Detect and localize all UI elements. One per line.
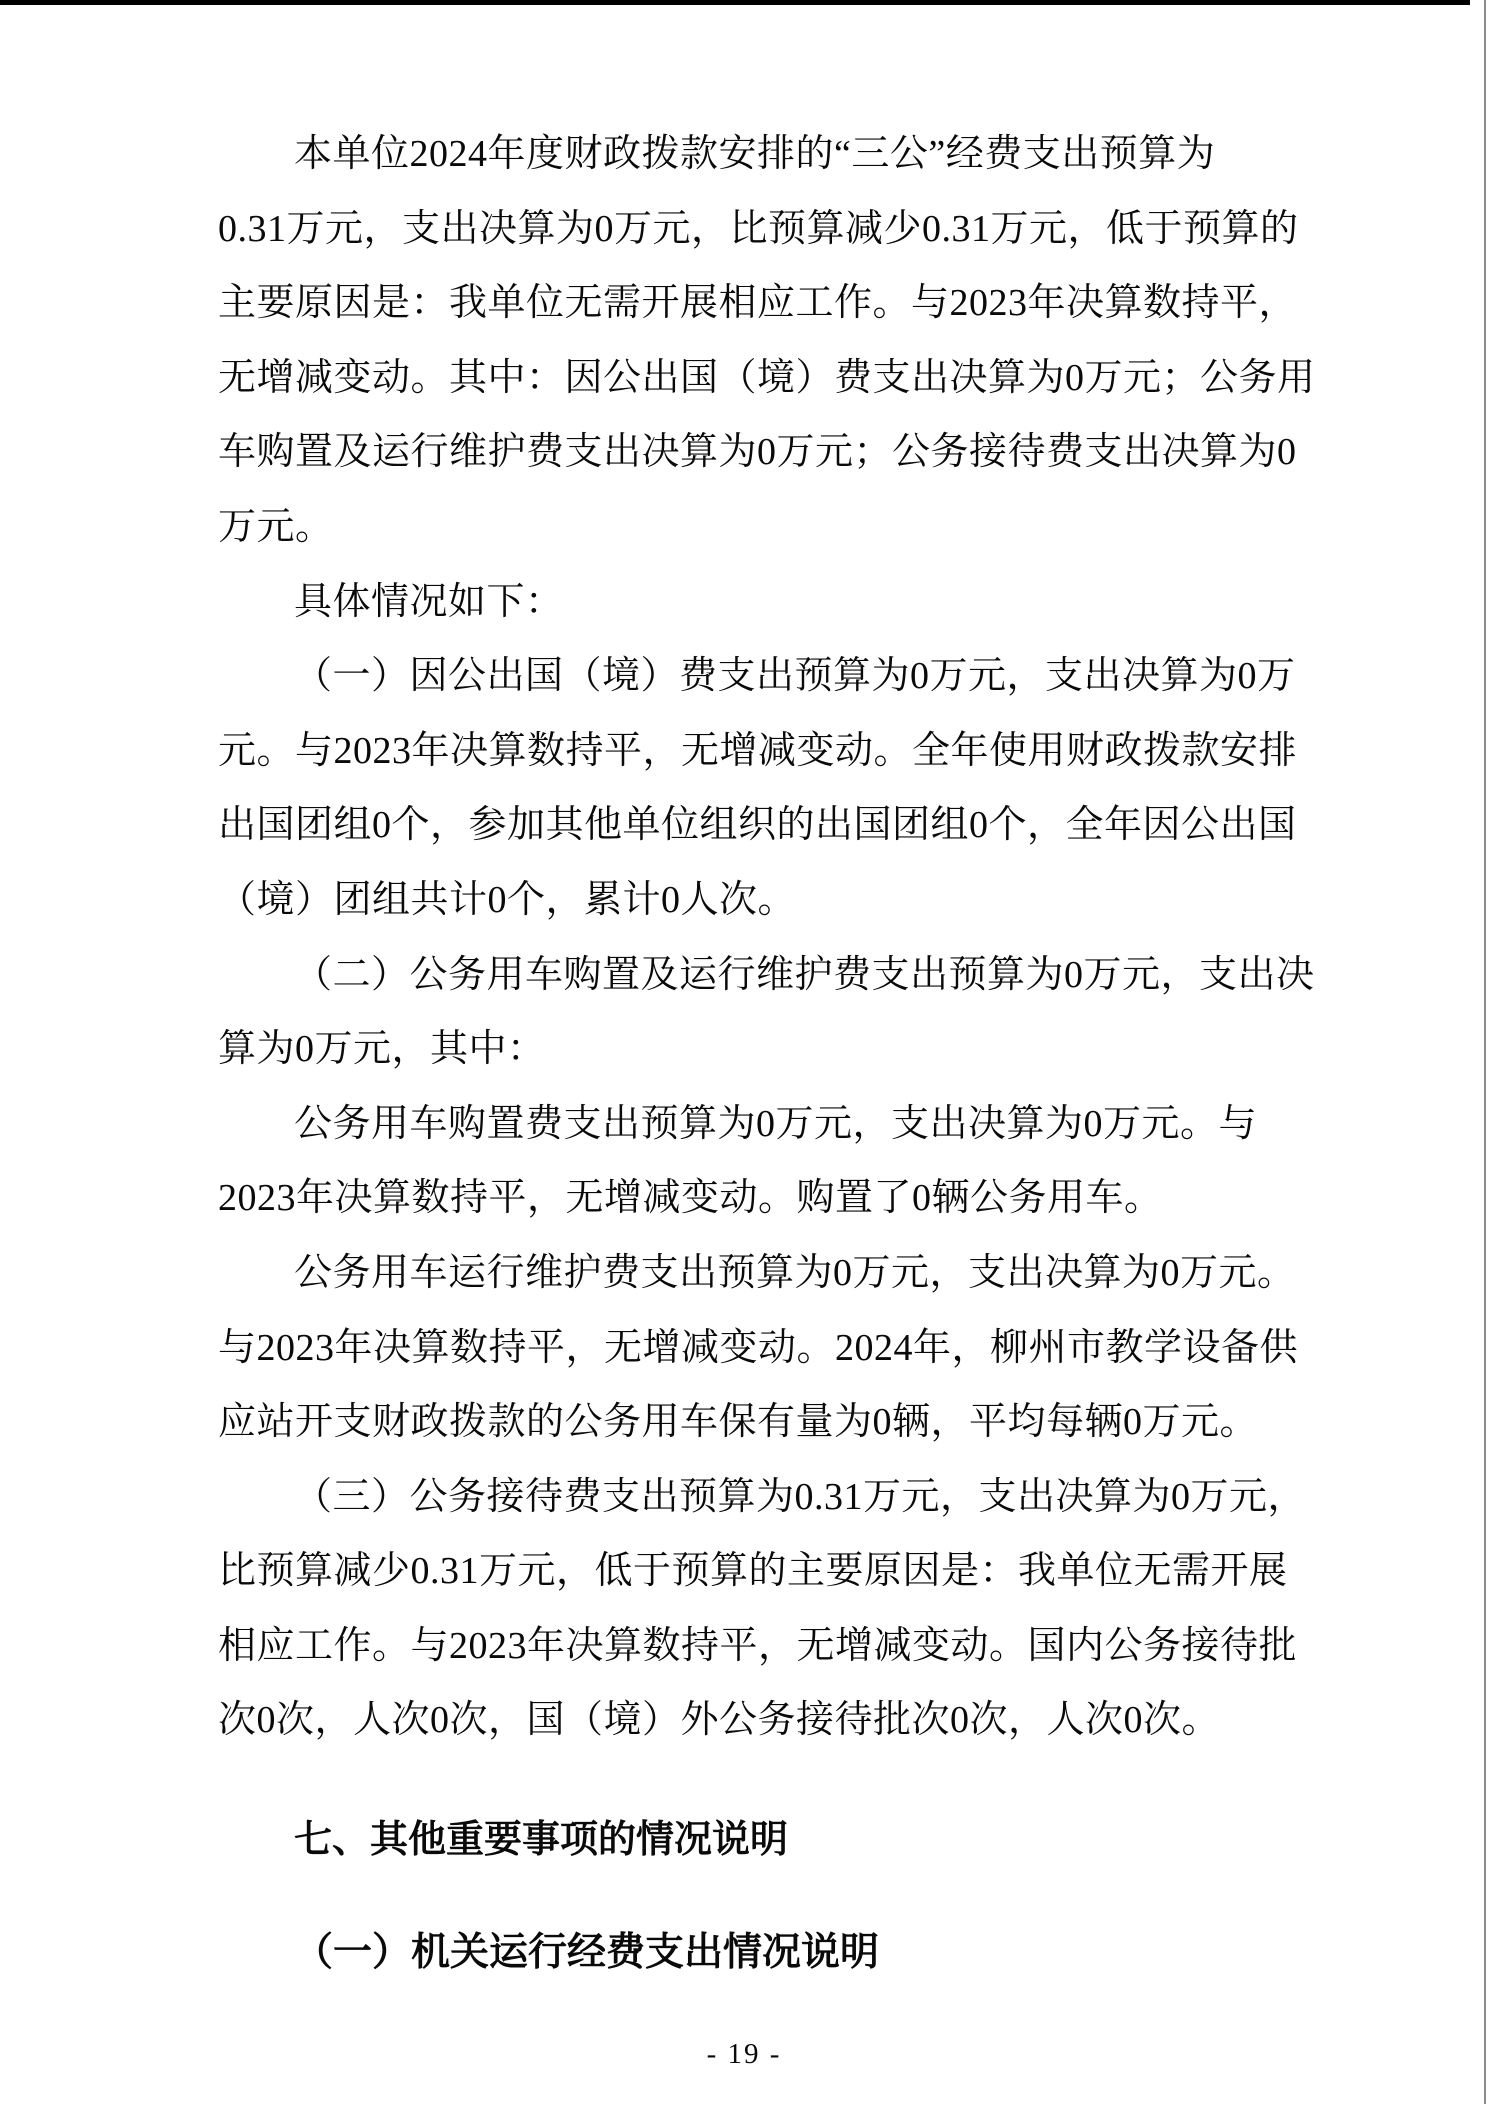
text-line: （一）因公出国（境）费支出预算为0万元，支出决算为0万 xyxy=(294,655,1296,698)
text-line: 万元。 xyxy=(218,505,334,548)
text-line: 算为0万元，其中： xyxy=(218,1028,546,1071)
sub-section-heading: （一）机关运行经费支出情况说明 xyxy=(294,1930,880,1974)
text-line: 车购置及运行维护费支出决算为0万元；公务接待费支出决算为0 xyxy=(218,431,1297,474)
text-line: 应站开支财政拨款的公务用车保有量为0辆，平均每辆0万元。 xyxy=(218,1401,1259,1444)
page-number: - 19 - xyxy=(706,2038,782,2070)
scan-top-bar xyxy=(0,0,1470,5)
text-line: 无增减变动。其中：因公出国（境）费支出决算为0万元；公务用 xyxy=(218,356,1316,399)
text-line: 元。与2023年决算数持平，无增减变动。全年使用财政拨款安排 xyxy=(218,729,1298,772)
body-text xyxy=(218,117,1358,1990)
text-line: 本单位2024年度财政拨款安排的“三公”经费支出预算为 xyxy=(294,133,1216,175)
text-line: 公务用车运行维护费支出预算为0万元，支出决算为0万元。 xyxy=(294,1251,1296,1294)
section-heading: 七、其他重要事项的情况说明 xyxy=(294,1819,789,1862)
text-line: 2023年决算数持平，无增减变动。购置了0辆公务用车。 xyxy=(218,1177,1163,1220)
text-line: 出国团组0个，参加其他单位组织的出国团组0个，全年因公出国 xyxy=(218,804,1297,847)
text-line: （二）公务用车购置及运行维护费支出预算为0万元，支出决 xyxy=(294,953,1315,996)
text-line: 与2023年决算数持平，无增减变动。2024年，柳州市教学设备供 xyxy=(218,1326,1299,1369)
text-line: 公务用车购置费支出预算为0万元，支出决算为0万元。与 xyxy=(294,1102,1258,1145)
text-line: 具体情况如下： xyxy=(294,580,564,623)
text-line: 相应工作。与2023年决算数持平，无增减变动。国内公务接待批 xyxy=(218,1624,1298,1667)
text-line: 0.31万元，支出决算为0万元，比预算减少0.31万元，低于预算的 xyxy=(218,207,1299,250)
text-line: 次0次，人次0次，国（境）外公务接待批次0次，人次0次。 xyxy=(218,1699,1221,1742)
scan-right-edge-line xyxy=(1484,0,1486,2104)
text-line: 主要原因是：我单位无需开展相应工作。与2023年决算数持平， xyxy=(218,282,1298,325)
text-line: 比预算减少0.31万元，低于预算的主要原因是：我单位无需开展 xyxy=(218,1550,1288,1593)
text-line: （境）团组共计0个，累计0人次。 xyxy=(218,878,797,921)
text-line: （三）公务接待费支出预算为0.31万元，支出决算为0万元， xyxy=(294,1475,1307,1518)
body-lines-container xyxy=(218,117,1358,1758)
